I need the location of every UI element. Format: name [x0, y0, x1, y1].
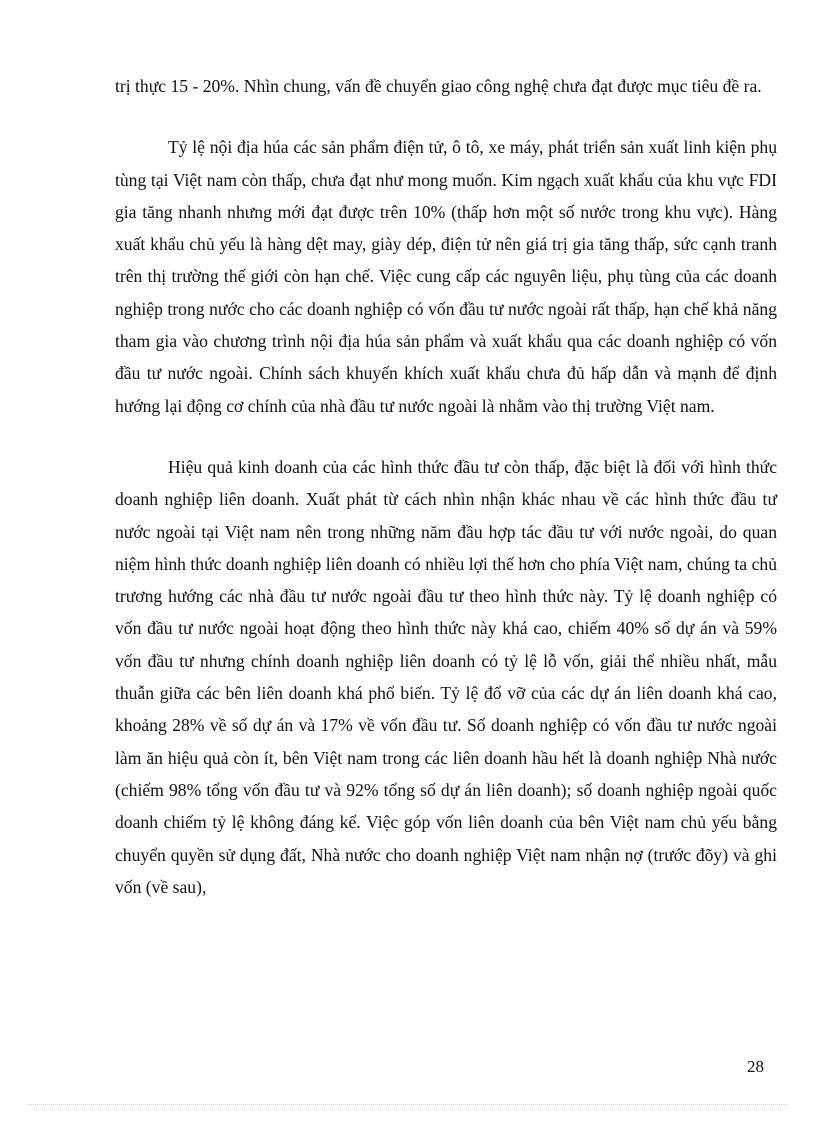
page-bottom-divider — [28, 1104, 788, 1105]
body-text — [115, 70, 777, 903]
paragraph-technology-transfer: trị thực 15 - 20%. Nhìn chung, vấn đề chuyển giao công nghệ chưa đạt được mục tiêu đề ra. — [115, 76, 762, 96]
paragraph-localization-exports: Tỷ lệ nội địa húa các sản phẩm điện tử, ô tô, xe máy, phát triển sản xuất linh kiện phụ tùng tại Việt nam còn thấp, chưa đạt như mong muốn. Kim ngạch xuất khẩu của khu vực FDI gia tăng nhanh nhưng mới đạt được trên 10% (thấp hơn một số nước trong khu vực). Hàng xuất khẩu chủ yếu là hàng dệt may, giày dép, điện tử nên giá trị gia tăng thấp, sức cạnh tranh trên thị trường thế giới còn hạn chế. Việc cung cấp các nguyên liệu, phụ tùng của các doanh nghiệp trong nước cho các doanh nghiệp có vốn đầu tư nước ngoài rất thấp, hạn chế khả năng tham gia vào chương trình nội địa húa sản phẩm và xuất khẩu qua các doanh nghiệp có vốn đầu tư nước ngoài. Chính sách khuyến khích xuất khẩu chưa đủ hấp dẫn và mạnh để định hướng lại động cơ chính của nhà đầu tư nước ngoài là nhằm vào thị trường Việt nam. — [115, 137, 777, 416]
paragraph-business-efficiency: Hiệu quả kinh doanh của các hình thức đầu tư còn thấp, đặc biệt là đối với hình thức doanh nghiệp liên doanh. Xuất phát từ cách nhìn nhận khác nhau về các hình thức đầu tư nước ngoài tại Việt nam nên trong những năm đầu hợp tác đầu tư với nước ngoài, do quan niệm hình thức doanh nghiệp liên doanh có nhiều lợi thế hơn cho phía Việt nam, chúng ta chủ trương hướng các nhà đầu tư nước ngoài đầu tư theo hình thức này. Tỷ lệ doanh nghiệp có vốn đầu tư nước ngoài hoạt động theo hình thức này khá cao, chiếm 40% số dự án và 59% vốn đầu tư nhưng chính doanh nghiệp liên doanh có tỷ lệ lỗ vốn, giải thể nhiều nhất, mẫu thuẫn giữa các bên liên doanh khá phổ biến. Tỷ lệ đổ vỡ của các dự án liên doanh khá cao, khoảng 28% về số dự án và 17% về vốn đầu tư. Số doanh nghiệp có vốn đầu tư nước ngoài làm ăn hiệu quả còn ít, bên Việt nam trong các liên doanh hầu hết là doanh nghiệp Nhà nước (chiếm 98% tổng vốn đầu tư và 92% tổng số dự án liên doanh); số doanh nghiệp ngoài quốc doanh chiếm tỷ lệ không đáng kể. Việc góp vốn liên doanh của bên Việt nam chủ yếu bằng chuyển quyền sử dụng đất, Nhà nước cho doanh nghiệp Việt nam nhận nợ (trước đõy) và ghi vốn (về sau), — [115, 456, 777, 897]
page-number: 28 — [747, 1057, 764, 1076]
